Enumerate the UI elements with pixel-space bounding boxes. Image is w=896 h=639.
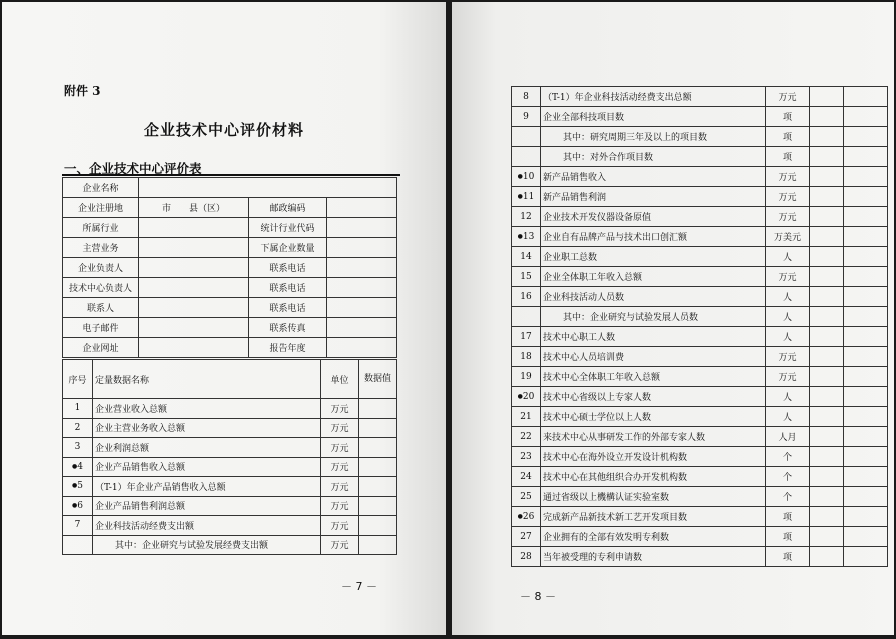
row-value bbox=[844, 147, 888, 167]
row-number bbox=[512, 107, 541, 127]
row-number-text: 21 bbox=[520, 411, 532, 422]
row-number bbox=[512, 387, 541, 407]
row-name: 其中：企业研究与试验发展经费支出额 bbox=[93, 535, 321, 555]
row-number bbox=[512, 367, 541, 387]
info-value-2 bbox=[327, 278, 397, 298]
row-name: 技术中心硕士学位以上人数 bbox=[541, 407, 766, 427]
row-name: 企业全体职工年收入总额 bbox=[541, 267, 766, 287]
row-unit: 人 bbox=[766, 247, 810, 267]
row-unit: 万元 bbox=[321, 438, 359, 458]
row-number-text: 2 bbox=[74, 422, 81, 433]
info-value bbox=[139, 278, 249, 298]
row-value bbox=[844, 467, 888, 487]
row-value bbox=[810, 367, 844, 387]
row-unit: 万元 bbox=[766, 367, 810, 387]
row-value bbox=[810, 287, 844, 307]
row-unit: 万元 bbox=[321, 496, 359, 516]
info-label-2: 下属企业数量 bbox=[249, 238, 327, 258]
row-number-text: 28 bbox=[520, 551, 532, 562]
header-no: 序号 bbox=[63, 360, 93, 399]
table-row bbox=[63, 457, 397, 477]
row-name: 技术中心在海外设立开发设计机构数 bbox=[541, 447, 766, 467]
row-value bbox=[844, 307, 888, 327]
info-label: 企业负责人 bbox=[63, 258, 139, 278]
row-value bbox=[844, 447, 888, 467]
row-number bbox=[512, 207, 541, 227]
row-value bbox=[810, 127, 844, 147]
row-name: 其中：研究周期三年及以上的项目数 bbox=[541, 127, 766, 147]
table-row bbox=[512, 247, 888, 267]
row-number bbox=[512, 287, 541, 307]
info-value bbox=[139, 238, 249, 258]
info-value bbox=[139, 298, 249, 318]
info-value-2 bbox=[327, 318, 397, 338]
row-value bbox=[810, 207, 844, 227]
table-row bbox=[63, 438, 397, 458]
document-title: 企业技术中心评价材料 bbox=[143, 121, 304, 139]
row-number-text: 5 bbox=[77, 481, 83, 492]
row-name: 其中：对外合作项目数 bbox=[541, 147, 766, 167]
table-row bbox=[512, 467, 888, 487]
row-value bbox=[844, 87, 888, 107]
row-number-text: 10 bbox=[522, 171, 535, 182]
row-number bbox=[512, 467, 541, 487]
info-row bbox=[63, 338, 397, 358]
row-value bbox=[810, 307, 844, 327]
row-unit: 项 bbox=[766, 107, 810, 127]
table-row bbox=[512, 127, 888, 147]
table-row bbox=[512, 107, 888, 127]
row-number bbox=[512, 187, 541, 207]
section-divider bbox=[62, 174, 400, 176]
header-name: 定量数据名称 bbox=[93, 360, 321, 399]
row-value bbox=[810, 147, 844, 167]
row-value bbox=[359, 457, 397, 477]
row-value bbox=[844, 227, 888, 247]
company-info-table bbox=[62, 177, 397, 358]
row-number-text: 19 bbox=[520, 371, 532, 382]
row-number bbox=[512, 247, 541, 267]
row-value bbox=[844, 247, 888, 267]
info-label: 主营业务 bbox=[63, 238, 139, 258]
info-value-2 bbox=[327, 218, 397, 238]
row-value bbox=[359, 516, 397, 536]
row-value bbox=[810, 187, 844, 207]
info-label: 技术中心负责人 bbox=[63, 278, 139, 298]
row-value bbox=[810, 487, 844, 507]
row-number bbox=[512, 447, 541, 467]
row-unit: 万元 bbox=[766, 87, 810, 107]
info-value bbox=[139, 218, 249, 238]
table-row bbox=[63, 516, 397, 536]
row-unit: 人月 bbox=[766, 427, 810, 447]
row-unit: 个 bbox=[766, 447, 810, 467]
row-name: 企业科技活动经费支出额 bbox=[93, 516, 321, 536]
row-number bbox=[512, 87, 541, 107]
row-number-text: 24 bbox=[520, 471, 532, 482]
row-value bbox=[844, 487, 888, 507]
info-value bbox=[139, 258, 249, 278]
row-value bbox=[810, 267, 844, 287]
row-value bbox=[810, 347, 844, 367]
table-row bbox=[512, 547, 888, 567]
row-unit: 个 bbox=[766, 467, 810, 487]
info-row bbox=[63, 318, 397, 338]
row-number bbox=[512, 347, 541, 367]
table-row bbox=[512, 267, 888, 287]
row-name: 技术中心职工人数 bbox=[541, 327, 766, 347]
info-value-2 bbox=[327, 258, 397, 278]
info-label-2: 邮政编码 bbox=[249, 198, 327, 218]
info-value: 市 县（区） bbox=[139, 198, 249, 218]
row-number bbox=[512, 127, 541, 147]
row-value bbox=[359, 535, 397, 555]
info-label-2: 联系电话 bbox=[249, 258, 327, 278]
section-title: 一、企业技术中心评价表 bbox=[64, 161, 202, 176]
row-value bbox=[359, 418, 397, 438]
row-value bbox=[810, 447, 844, 467]
row-value bbox=[844, 127, 888, 147]
row-name: 新产品销售收入 bbox=[541, 167, 766, 187]
row-number bbox=[63, 496, 93, 516]
info-label-2: 联系电话 bbox=[249, 278, 327, 298]
row-value bbox=[844, 187, 888, 207]
row-value bbox=[844, 427, 888, 447]
row-unit: 项 bbox=[766, 507, 810, 527]
info-label: 企业网址 bbox=[63, 338, 139, 358]
row-number bbox=[63, 516, 93, 536]
row-number bbox=[512, 227, 541, 247]
row-name: 完成新产品新技术新工艺开发项目数 bbox=[541, 507, 766, 527]
table-row bbox=[512, 427, 888, 447]
row-value bbox=[844, 167, 888, 187]
row-number-text: 15 bbox=[520, 271, 532, 282]
row-value bbox=[810, 467, 844, 487]
info-label-2: 联系传真 bbox=[249, 318, 327, 338]
row-name: 其中：企业研究与试验发展人员数 bbox=[541, 307, 766, 327]
row-number-text: 26 bbox=[522, 511, 535, 522]
row-value bbox=[810, 87, 844, 107]
row-value bbox=[844, 527, 888, 547]
row-number bbox=[63, 477, 93, 497]
quantitative-data-table-left bbox=[62, 359, 397, 555]
table-row bbox=[512, 447, 888, 467]
info-row bbox=[63, 178, 397, 198]
row-number bbox=[63, 535, 93, 555]
row-number-text: 12 bbox=[520, 211, 532, 222]
row-number-text: 17 bbox=[520, 331, 532, 342]
row-number bbox=[63, 438, 93, 458]
row-number-text: 13 bbox=[522, 231, 535, 242]
row-value bbox=[810, 427, 844, 447]
table-row bbox=[63, 477, 397, 497]
row-name: 企业营业收入总额 bbox=[93, 399, 321, 419]
row-unit: 人 bbox=[766, 287, 810, 307]
info-value-2 bbox=[327, 238, 397, 258]
page-number: － 8 － bbox=[520, 590, 556, 603]
row-number-text: 22 bbox=[520, 431, 532, 442]
row-number bbox=[512, 507, 541, 527]
row-unit: 万元 bbox=[766, 207, 810, 227]
table-row bbox=[512, 527, 888, 547]
row-number bbox=[512, 147, 541, 167]
row-name: （T-1）年企业产品销售收入总额 bbox=[93, 477, 321, 497]
row-unit: 人 bbox=[766, 407, 810, 427]
info-row bbox=[63, 218, 397, 238]
row-number-text: 11 bbox=[522, 191, 535, 202]
row-value bbox=[844, 547, 888, 567]
row-value bbox=[844, 287, 888, 307]
row-number bbox=[512, 407, 541, 427]
row-unit: 项 bbox=[766, 547, 810, 567]
row-number-text: 4 bbox=[77, 461, 83, 472]
row-value bbox=[810, 107, 844, 127]
row-name: 企业产品销售利润总额 bbox=[93, 496, 321, 516]
row-value bbox=[810, 507, 844, 527]
row-value bbox=[844, 507, 888, 527]
row-number-text: 23 bbox=[520, 451, 532, 462]
quantitative-data-table-right bbox=[511, 86, 888, 567]
row-name: 通过省级以上機構认证实验室数 bbox=[541, 487, 766, 507]
info-label: 所属行业 bbox=[63, 218, 139, 238]
row-value bbox=[810, 327, 844, 347]
row-value bbox=[359, 496, 397, 516]
row-number bbox=[63, 457, 93, 477]
row-value bbox=[844, 267, 888, 287]
info-value bbox=[139, 338, 249, 358]
table-row bbox=[512, 487, 888, 507]
row-unit: 万美元 bbox=[766, 227, 810, 247]
table-row bbox=[512, 507, 888, 527]
info-label: 企业名称 bbox=[63, 178, 139, 198]
table-row bbox=[63, 418, 397, 438]
info-row bbox=[63, 198, 397, 218]
row-number bbox=[512, 487, 541, 507]
header-value: 数据值 bbox=[359, 360, 397, 399]
row-number bbox=[512, 547, 541, 567]
row-number bbox=[512, 167, 541, 187]
row-number-text: 1 bbox=[74, 403, 81, 414]
row-number bbox=[512, 327, 541, 347]
info-label: 联系人 bbox=[63, 298, 139, 318]
row-name: 技术中心省级以上专家人数 bbox=[541, 387, 766, 407]
row-value bbox=[359, 399, 397, 419]
row-number bbox=[512, 427, 541, 447]
page-number: － 7 － bbox=[341, 580, 377, 593]
info-row bbox=[63, 258, 397, 278]
row-value bbox=[810, 387, 844, 407]
row-number-text: 8 bbox=[523, 91, 529, 102]
row-number bbox=[63, 399, 93, 419]
table-row bbox=[512, 87, 888, 107]
row-value bbox=[844, 107, 888, 127]
row-unit: 万元 bbox=[766, 187, 810, 207]
row-name: 企业利润总额 bbox=[93, 438, 321, 458]
row-unit: 万元 bbox=[321, 477, 359, 497]
info-label: 企业注册地 bbox=[63, 198, 139, 218]
row-name: 企业自有品牌产品与技术出口创汇额 bbox=[541, 227, 766, 247]
row-number-text: 18 bbox=[520, 351, 532, 362]
row-value bbox=[359, 477, 397, 497]
row-number-text: 7 bbox=[74, 520, 81, 531]
row-unit: 人 bbox=[766, 387, 810, 407]
table-row bbox=[512, 227, 888, 247]
row-unit: 万元 bbox=[766, 167, 810, 187]
table-row bbox=[512, 167, 888, 187]
info-value-2 bbox=[327, 338, 397, 358]
row-name: （T-1）年企业科技活动经费支出总额 bbox=[541, 87, 766, 107]
row-unit: 万元 bbox=[766, 347, 810, 367]
row-value bbox=[810, 247, 844, 267]
row-value bbox=[359, 438, 397, 458]
row-name: 企业职工总数 bbox=[541, 247, 766, 267]
row-name: 企业产品销售收入总额 bbox=[93, 457, 321, 477]
info-row bbox=[63, 298, 397, 318]
row-name: 企业主营业务收入总额 bbox=[93, 418, 321, 438]
row-name: 企业全部科技项目数 bbox=[541, 107, 766, 127]
row-name: 来技术中心从事研发工作的外部专家人数 bbox=[541, 427, 766, 447]
row-number bbox=[512, 267, 541, 287]
table-row bbox=[512, 347, 888, 367]
row-value bbox=[844, 347, 888, 367]
header-unit: 单位 bbox=[321, 360, 359, 399]
info-label-2: 联系电话 bbox=[249, 298, 327, 318]
table-row bbox=[512, 147, 888, 167]
table-row bbox=[512, 367, 888, 387]
info-label-2: 统计行业代码 bbox=[249, 218, 327, 238]
table-row bbox=[512, 287, 888, 307]
info-label-2: 报告年度 bbox=[249, 338, 327, 358]
row-number-text: 16 bbox=[520, 291, 532, 302]
info-row bbox=[63, 238, 397, 258]
row-name: 技术中心全体职工年收入总额 bbox=[541, 367, 766, 387]
row-unit: 万元 bbox=[321, 399, 359, 419]
info-value bbox=[139, 318, 249, 338]
row-value bbox=[810, 527, 844, 547]
table-row bbox=[63, 496, 397, 516]
row-number bbox=[512, 527, 541, 547]
info-value-2 bbox=[327, 298, 397, 318]
row-unit: 项 bbox=[766, 527, 810, 547]
row-unit: 万元 bbox=[321, 457, 359, 477]
row-value bbox=[810, 407, 844, 427]
row-unit: 项 bbox=[766, 147, 810, 167]
row-value bbox=[844, 387, 888, 407]
row-unit: 人 bbox=[766, 307, 810, 327]
row-unit: 万元 bbox=[321, 418, 359, 438]
row-name: 企业科技活动人员数 bbox=[541, 287, 766, 307]
row-number bbox=[63, 418, 93, 438]
table-row bbox=[512, 407, 888, 427]
row-value bbox=[810, 167, 844, 187]
row-unit: 人 bbox=[766, 327, 810, 347]
info-label: 电子邮件 bbox=[63, 318, 139, 338]
row-name: 技术中心人员培训费 bbox=[541, 347, 766, 367]
row-value bbox=[844, 367, 888, 387]
table-row bbox=[512, 387, 888, 407]
row-unit: 项 bbox=[766, 127, 810, 147]
row-number-text: 20 bbox=[522, 391, 535, 402]
row-value bbox=[844, 327, 888, 347]
row-name: 新产品销售利润 bbox=[541, 187, 766, 207]
row-value bbox=[810, 227, 844, 247]
table-row bbox=[63, 535, 397, 555]
row-number-text: 6 bbox=[77, 500, 83, 511]
attachment-label: 附件 3 bbox=[64, 84, 101, 98]
info-value-2 bbox=[327, 198, 397, 218]
row-name: 企业技术开发仪器设备原值 bbox=[541, 207, 766, 227]
left-page bbox=[2, 2, 446, 635]
table-header-row bbox=[63, 360, 397, 399]
row-unit: 万元 bbox=[321, 535, 359, 555]
row-number-text: 3 bbox=[74, 442, 81, 453]
row-value bbox=[810, 547, 844, 567]
table-row bbox=[512, 327, 888, 347]
table-row bbox=[512, 207, 888, 227]
row-number-text: 9 bbox=[523, 111, 529, 122]
row-number-text: 27 bbox=[520, 531, 532, 542]
row-name: 技术中心在其他组织合办开发机构数 bbox=[541, 467, 766, 487]
row-name: 当年被受理的专利申请数 bbox=[541, 547, 766, 567]
row-unit: 万元 bbox=[321, 516, 359, 536]
row-name: 企业拥有的全部有效发明专利数 bbox=[541, 527, 766, 547]
row-value bbox=[844, 407, 888, 427]
right-page bbox=[452, 2, 894, 635]
row-unit: 个 bbox=[766, 487, 810, 507]
info-row bbox=[63, 278, 397, 298]
row-value bbox=[844, 207, 888, 227]
row-number-text: 25 bbox=[520, 491, 532, 502]
row-unit: 万元 bbox=[766, 267, 810, 287]
info-value bbox=[139, 178, 397, 198]
table-row bbox=[63, 399, 397, 419]
table-row bbox=[512, 187, 888, 207]
table-row bbox=[512, 307, 888, 327]
row-number bbox=[512, 307, 541, 327]
row-number-text: 14 bbox=[520, 251, 532, 262]
